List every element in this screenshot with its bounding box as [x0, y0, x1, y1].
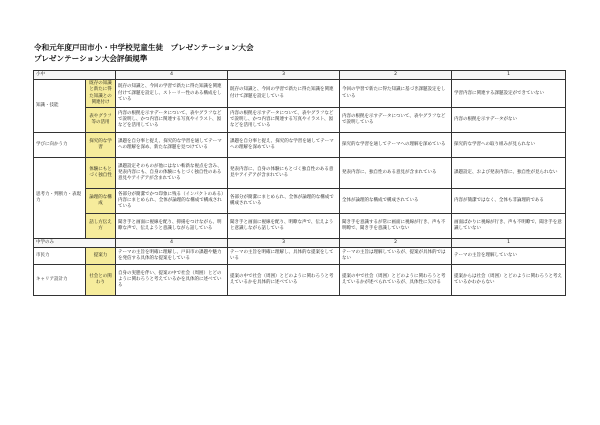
descriptor-cell: テーマの主旨を明確に理解し、具体的な提案をしている	[228, 248, 340, 265]
descriptor-cell: 学習内容に関連する課題設定ができていない	[452, 80, 566, 108]
criterion-cell: 探究的な学習	[86, 133, 116, 158]
descriptor-cell: 内容の根拠を示すデータがない	[452, 108, 566, 133]
descriptor-cell: 発表内容に、自身の体験にもとづく独自性のある意見やアイデアが含まれている	[228, 158, 340, 189]
descriptor-cell: 課題設定そのものが他にはない斬新な視点を含み、発表内容にも、自身の体験にもとづく独自性のある意見やアイデアが含まれている	[116, 158, 228, 189]
category-cell: 思考力・判断力・表現力	[34, 158, 86, 239]
score-header-4: 4	[116, 71, 228, 80]
descriptor-cell: 探究的な学習を通してテーマへの理解を深めている	[340, 133, 452, 158]
descriptor-cell: 内容の根拠を示すデータについて、表やグラフなどで説明し、かつ内容に関連する写真やイラスト、図などを活用している	[116, 108, 228, 133]
score-header-3: 3	[228, 239, 340, 248]
descriptor-cell: 既存の知識と、今回の学習で新たに得た知識を関連付けて課題を設定している	[228, 80, 340, 108]
descriptor-cell: 全体が論理的な構成で構成されている	[340, 189, 452, 214]
descriptor-cell: 発表内容に、独自性のある意見が含まれている	[340, 158, 452, 189]
document-title: 令和元年度戸田市小・中学校児童生徒 プレゼンテーション大会	[34, 43, 254, 52]
descriptor-cell: 内容が簡潔ではなく、全体も非論理的である	[452, 189, 566, 214]
score-header-1: 1	[452, 239, 566, 248]
descriptor-cell: 今回の学習で新たに得た知識に基づき課題設定をしている	[340, 80, 452, 108]
rubric-row	[34, 80, 566, 108]
score-header-2: 2	[340, 239, 452, 248]
descriptor-cell: 画面ばかりに視線が行き、声も不明瞭で、聞き手を意識していない	[452, 214, 566, 239]
descriptor-cell: テーマの主旨を理解していない	[452, 248, 566, 265]
rubric-row	[34, 133, 566, 158]
document-subtitle: プレゼンテーション大会評価規準	[34, 54, 148, 63]
descriptor-cell: 内容の根拠を示すデータについて、表やグラフなどで説明し、かつ内容に関連する写真やイラスト、図などを活用している	[228, 108, 340, 133]
descriptor-cell: 既存の知識と、今回の学習で新たに得た知識を関連付けて課題を設定し、ストーリー性のある構成をしている	[116, 80, 228, 108]
rubric-row	[34, 248, 566, 265]
level-label: 中学のみ	[34, 239, 116, 248]
descriptor-cell: 課題を自分事と捉え、探究的な学習を通してテーマへの理解を深めている	[228, 133, 340, 158]
category-cell: キャリア設計力	[34, 265, 86, 296]
descriptor-cell: 各部分が簡潔でかつ印象に残る（インパクトのある）内容にまとめられ、全体が論理的な構成で構成されている	[116, 189, 228, 214]
score-header-1: 1	[452, 71, 566, 80]
descriptor-cell: テーマの主旨を明確に理解し、戸田市の課題や魅力を発信する具体的な提案をしている	[116, 248, 228, 265]
descriptor-cell: 提案の中で社会（周囲）とどのように関わろうと考えているかを具体的に述べている	[228, 265, 340, 296]
descriptor-cell: 提案からは社会（周囲）とどのように関わろうと考えているかわからない	[452, 265, 566, 296]
evaluation-rubric-table	[33, 70, 566, 296]
score-header-2: 2	[340, 71, 452, 80]
descriptor-cell: テーマの主旨は理解しているが、提案が具体的ではない	[340, 248, 452, 265]
score-header-3: 3	[228, 71, 340, 80]
descriptor-cell: 課題を自分事と捉え、探究的な学習を通してテーマへの理解を深め、新たな課題を見つけている	[116, 133, 228, 158]
header-row-elementary	[34, 71, 566, 80]
criterion-cell: 表やグラフ等の活用	[86, 108, 116, 133]
category-cell: 学びに向かう力	[34, 133, 86, 158]
descriptor-cell: 課題設定、および発表内容に、独自性が見られない	[452, 158, 566, 189]
descriptor-cell: 聞き手と画面に視線を配り、抑揚をつけながら、明瞭な声で、伝えようと意識しながら話している	[116, 214, 228, 239]
rubric-row	[34, 158, 566, 189]
rubric-row	[34, 214, 566, 239]
descriptor-cell: 各部分が簡潔にまとめられ、全体が論理的な構成で構成されている	[228, 189, 340, 214]
criterion-cell: 体験にもとづく独自性	[86, 158, 116, 189]
rubric-row	[34, 265, 566, 296]
criterion-cell: 既存の知識と新たに得た知識との関連付け	[86, 80, 116, 108]
descriptor-cell: 自身の実態を伴い、提案の中で社会（周囲）とどのように関わろうと考えているかを具体的に述べている	[116, 265, 228, 296]
score-header-4: 4	[116, 239, 228, 248]
criterion-cell: 社会との関わり	[86, 265, 116, 296]
rubric-row	[34, 189, 566, 214]
descriptor-cell: 探究的な学習への取り組みが見られない	[452, 133, 566, 158]
descriptor-cell: 聞き手と画面に視線を配り、明瞭な声で、伝えようと意識しながら話している	[228, 214, 340, 239]
criterion-cell: 話し方伝え方	[86, 214, 116, 239]
category-cell: 市民力	[34, 248, 86, 265]
descriptor-cell: 提案の中で社会（周囲）とどのように関わろうと考えているかが述べられているが、具体性に欠ける	[340, 265, 452, 296]
descriptor-cell: 内容の根拠を示すデータについて、表やグラフなどで説明している	[340, 108, 452, 133]
rubric-row	[34, 108, 566, 133]
criterion-cell: 提案力	[86, 248, 116, 265]
header-row-junior	[34, 239, 566, 248]
descriptor-cell: 聞き手を意識するが常に画面に視線が行き、声も不明瞭で、聞き手を意識していない	[340, 214, 452, 239]
level-label: 小中	[34, 71, 116, 80]
category-cell: 知識・技能	[34, 80, 86, 133]
criterion-cell: 論理的な構成	[86, 189, 116, 214]
